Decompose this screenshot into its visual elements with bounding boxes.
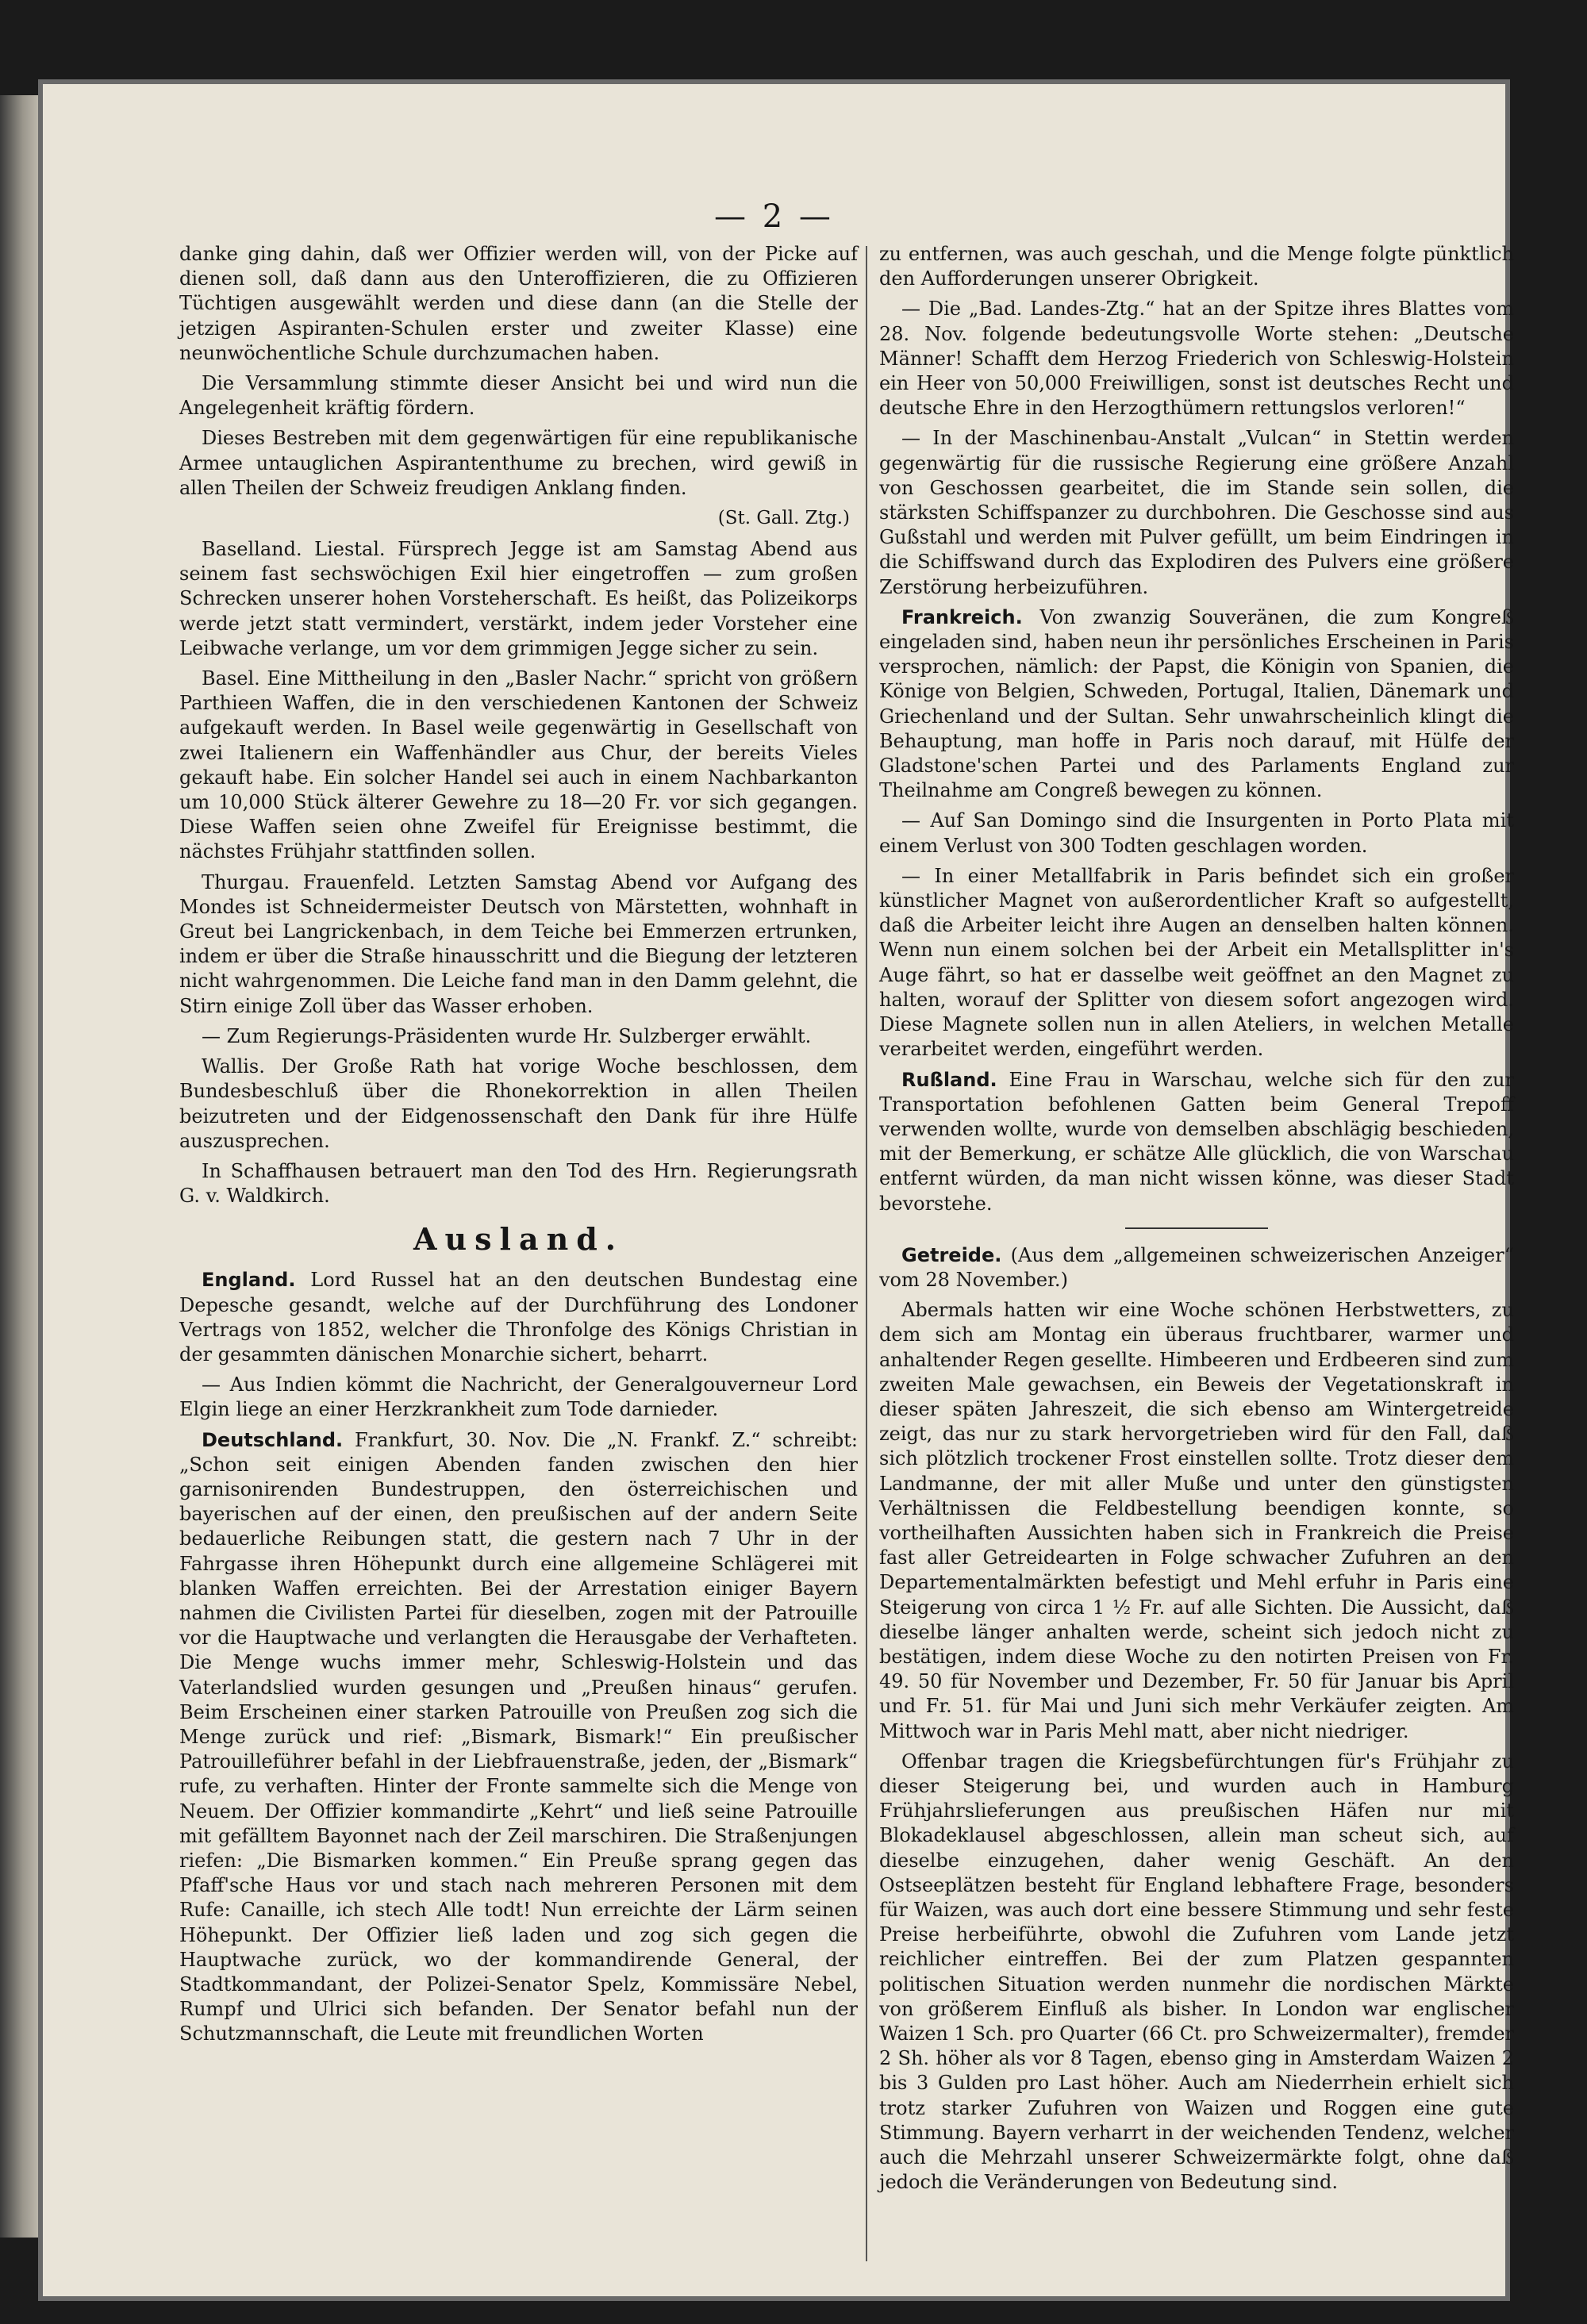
column-rule [866,246,867,2261]
text-deutschland: Die „N. Frankf. Z.“ schreibt: „Schon seit einigen Abenden fanden zwischen den hier garnisonirenden Bundestruppen, den österreichischen und bayerischen auf der einen, den preußischen auf der andern Seite bedauerliche Reibungen statt, die gestern nach 7 Uhr in der Fahrgasse ihren Höhepunkt durch eine allgemeine Schlägerei mit blanken Waffen erreichten. Bei der Arrestation einiger Bayern nahmen die Civilisten Partei für dieselben, zogen mit der Patrouille vor die Hauptwache und verlangten die Herausgabe der Verhafteten. Die Menge wuchs immer mehr, Schleswig-Holstein und das Vaterlandslied wurden gesungen und „Preußen hinaus“ gerufen. Beim Erscheinen einer starken Patrouille von Preußen zog sich die Menge zurück und rief: „Bismark, Bismark!“ Ein preußischer Patrouilleführer befahl in der Liebfrauenstraße, jeden, der „Bismark“ rufe, zu verhaften. Hinter der Fronte sammelte sich die Menge von Neuem. Der Offizier kommandirte „Kehrt“ und ließ seine Patrouille mit gefälltem Bayonnet nach der Zeil marschiren. Die Straßenjungen riefen: „Die Bismarken kommen.“ Ein Preuße sprang gegen das Pfaff'sche Haus vor und stach nach mehreren Personen mit dem Rufe: Canaille, ich stech Alle todt! Nun erreichte der Lärm seinen Höhepunkt. Der Offizier ließ laden und zog sich gegen die Hauptwache zurück, wo der kommandirende General, der Stadtkommandant, der Polizei-Senator Spelz, Kommissäre Nebel, Rumpf und Ulrici sich befanden. Der Senator befahl nun der Schutzmannschaft, die Leute mit freundlichen Worten [179,1428,858,2046]
getreide-paragraph-2: Offenbar tragen die Kriegsbefürchtungen für's Frühjahr zu dieser Steigerung bei, und wurden auch in Hamburg Frühjahrslieferungen aus preußischen Häfen nur mit Blokadeklausel abgeschlossen, allein man scheut sich, auf dieselbe einzugehen, daher wenig Geschäft. An den Ostseeplätzen besteht für England lebhaftere Frage, besonders für Waizen, was auch dort eine bessere Stimmung und sehr feste Preise herbeiführte, obwohl die Zufuhren vom Lande jetzt reichlicher eintreffen. Bei der zum Platzen gespannten politischen Situation werden nunmehr die nordischen Märkte von größerem Einfluß als bisher. In London war englischer Waizen 1 Sch. pro Quarter (66 Ct. pro Schweizermalter), fremder 2 Sh. höher als vor 8 Tagen, ebenso ging in Amsterdam Waizen 2 bis 3 Gulden pro Last höher. Auch am Niederrhein erhielt sich trotz starker Zufuhren von Waizen und Roggen eine gute Stimmung. Bayern verharrt in der weichenden Tendenz, welcher auch die Mehrzahl unserer Schweizermärkte folgt, ohne daß jedoch die Veränderungen von Bedeutung sind. [879,1750,1514,2194]
heading-getreide: Getreide. [901,1243,1002,1266]
news-basel [179,666,858,865]
news-russland [879,1068,1514,1216]
news-frankreich [879,605,1514,804]
news-magnet: — In einer Metallfabrik in Paris befindet sich ein großer künstlicher Magnet von außerordentlicher Kraft so aufgestellt, daß die Arbeiter leicht ihre Augen an denselben halten können. Wenn nun einem solchen bei der Arbeit ein Metallsplitter in's Auge fährt, so hat er dasselbe weit geöffnet an den Magnet zu halten, worauf der Splitter von diesem sofort angezogen wird. Diese Magnete sollen nun in allen Ateliers, in welchen Metalle verarbeitet werden, eingeführt werden. [879,864,1514,1061]
dateline-frankfurt: Frankfurt, 30. Nov. [355,1428,551,1451]
heading-england: England. [202,1269,296,1292]
text-frankreich: Von zwanzig Souveränen, die zum Kongreß eingeladen sind, haben neun ihr persönliches Erscheinen in Paris versprochen, nämlich: der Papst, die Königin von Spanien, die Könige von Belgien, Schweden, Portugal, Italien, Dänemark und Griechenland und der Sultan. Sehr unwahrscheinlich klingt die Behauptung, man hoffe in Paris noch darauf, mit Hülfe der Gladstone'schen Partei und des Parlaments England zur Theilnahme am Congreß bewegen zu können. [879,605,1514,802]
paragraph-aspirants: Dieses Bestreben mit dem gegenwärtigen für eine republikanische Armee untauglichen Aspirantenthume zu brechen, wird gewiß in allen Theilen der Schweiz freudigen Anklang finden. [179,427,858,499]
dateline-thurgau: Thurgau. Frauenfeld. [202,870,416,893]
news-india: — Aus Indien kömmt die Nachricht, der Generalgouverneur Lord Elgin liege an einer Herzkrankheit zum Tode darnieder. [179,1373,858,1421]
text-wallis: Der Große Rath hat vorige Woche beschlossen, dem Bundesbeschluß über die Rhonekorrektion in allen Theilen beizutreten und der Eidgenossenschaft den Dank für ihre Hülfe auszusprechen. [179,1055,858,1152]
section-separator [1125,1227,1268,1229]
text-basel: Eine Mittheilung in den „Basler Nachr.“ spricht von größern Parthieen Waffen, die in den verschiedenen Kantonen der Schweiz aufgekauft werden. In Basel weile gegenwärtig in Gesellschaft von zwei Italienern ein Waffenhändler aus Chur, der bereits Vieles gekauft habe. Ein solcher Handel sei auch in einem Nachbarkanton um 10,000 Stück älterer Gewehre zu 18—20 Fr. vor sich gegangen. Diese Waffen seien ohne Zweifel für Ereignisse bestimmt, die nächstes Frühjahr stattfinden sollen. [179,667,858,863]
dateline-wallis: Wallis. [202,1055,265,1078]
heading-deutschland: Deutschland. [202,1428,344,1451]
news-baselland [179,537,858,661]
heading-russland: Rußland. [901,1068,997,1091]
page-number: — 2 — [714,198,834,235]
dateline-baselland: Baselland. Liestal. [202,538,386,561]
text-baselland: Fürsprech Jegge ist am Samstag Abend aus seinem fast sechswöchigen Exil hier eingetroffen — zum großen Schrecken unserer hohen Vorsteherschaft. Es heißt, das Polizeikorps werde jetzt statt vermindert, verstärkt, indem jeder Vorsteher eine Leibwache verlange, um vor dem grimmigen Jegge sicher zu sein. [179,538,858,659]
getreide-paragraph-1: Abermals hatten wir eine Woche schönen Herbstwetters, zu dem sich am Montag ein überaus fruchtbarer, warmer und anhaltender Regen gesellte. Himbeeren und Erdbeeren sind zum zweiten Male gewachsen, ein Beweis der Vegetationskraft in dieser späten Jahreszeit, die sich ebenso am Wintergetreide zeigt, das nur zu stark hervorgetrieben wird für den Fall, daß sich plötzlich trockener Frost einstellen sollte. Trotz dieser dem Landmanne, der mit aller Muße und unter den günstigsten Verhältnissen die Feldbestellung beendigen konnte, so vortheilhaften Aussichten haben sich in Frankreich die Preise fast aller Getreidearten in Folge schwacher Zufuhren an den Departementalmärkten befestigt und Mehl erfuhr in Paris eine Steigerung von circa 1 ½ Fr. auf alle Sichten. Die Aussicht, daß dieselbe länger anhalten werde, scheint sich jedoch nicht zu bestätigen, indem diese Woche zu den notirten Preisen von Fr. 49. 50 für November und Dezember, Fr. 50 für Januar bis April und Fr. 51. für Mai und Juni sich mehr Verkäufer zeigten. Am Mittwoch war in Paris Mehl matt, aber nicht niedriger. [879,1299,1514,1742]
right-column [879,242,1514,2200]
getreide-heading-line [879,1243,1514,1293]
news-thurgau-president: — Zum Regierungs-Präsidenten wurde Hr. Sulzberger erwählt. [202,1024,812,1047]
news-thurgau [179,870,858,1019]
dateline-basel: Basel. [202,667,260,690]
text-thurgau: Letzten Samstag Abend vor Aufgang des Mondes ist Schneidermeister Deutsch von Märstetten, wohnhaft in Greut bei Langrickenbach, in dem Teiche bei Emmerzen ertrunken, indem er über die Straße hinausschritt und die Biegung der letzteren nicht wahrgenommen. Die Leiche fand man in den Damm gelehnt, die Stirn einige Zoll über das Wasser erhoben. [179,870,858,1017]
page-stack-edge [0,95,38,2238]
text-england: Lord Russel hat an den deutschen Bundestag eine Depesche gesandt, welche auf der Durchführung des Londoner Vertrags von 1852, welcher die Thronfolge des Königs Christian in der gesammten dänischen Monarchie sichert, beharrt. [179,1269,858,1366]
paragraph-assembly: Die Versammlung stimmte dieser Ansicht bei und wird nun die Angelegenheit kräftig fördern. [179,372,858,420]
news-landes-zeitung: — Die „Bad. Landes-Ztg.“ hat an der Spitze ihres Blattes vom 28. Nov. folgende bedeutungsvolle Worte stehen: „Deutsche Männer! Schafft dem Herzog Friederich von Schleswig-Holstein ein Heer von 50,000 Freiwilligen, sonst ist deutsches Recht und deutsche Ehre in den Herzogthümern rettungslos verloren!“ [879,298,1514,420]
news-england [179,1268,858,1367]
section-title-ausland: Ausland. [413,1221,624,1258]
getreide-intro: (Aus dem „allgemeinen schweizerischen Anzeiger“ vom 28 November.) [879,1243,1514,1291]
newspaper-page [38,79,1514,2301]
article-continuation: danke ging dahin, daß wer Offizier werden will, von der Picke auf dienen soll, daß dann aus den Unteroffizieren, die zu Offizieren Tüchtigen ausgewählt werden und diese dann (an die Stelle der jetzigen Aspiranten-Schulen erster und zweiter Klasse) eine neunwöchentliche Schule durchzumachen haben. [179,243,858,364]
source-citation: (St. Gall. Ztg.) [717,508,850,529]
text-russland: Eine Frau in Warschau, welche sich für den zur Transportation befohlenen Gatten beim General Trepoff verwenden wollte, wurde von demselben abschlägig beschieden, mit der Bemerkung, er schätze Alle glücklich, die von Warschau entfernt würden, da man nicht wissen könne, was dieser Stadt bevorstehe. [879,1068,1514,1215]
news-wallis [179,1054,858,1154]
article-continuation-right: zu entfernen, was auch geschah, und die Menge folgte pünktlich den Aufforderungen unserer Obrigkeit. [879,243,1514,290]
news-vulcan: — In der Maschinenbau-Anstalt „Vulcan“ in Stettin werden gegenwärtig für die russische Regierung eine größere Anzahl von Geschossen gearbeitet, die im Stande sein sollen, die stärksten Schiffspanzer zu durchbohren. Die Geschosse sind aus Gußstahl und werden mit Pulver gefüllt, um beim Eindringen in die Schiffswand durch das Explodiren des Pulvers eine größere Zerstörung herbeizuführen. [879,427,1514,598]
news-deutschland [179,1428,858,2047]
left-column [179,242,858,2053]
heading-frankreich: Frankreich. [901,605,1023,628]
news-san-domingo: — Auf San Domingo sind die Insurgenten in Porto Plata mit einem Verlust von 300 Todten geschlagen worden. [879,809,1514,857]
news-schaffhausen: In Schaffhausen betrauert man den Tod des Hrn. Regierungsrath G. v. Waldkirch. [179,1159,858,1208]
